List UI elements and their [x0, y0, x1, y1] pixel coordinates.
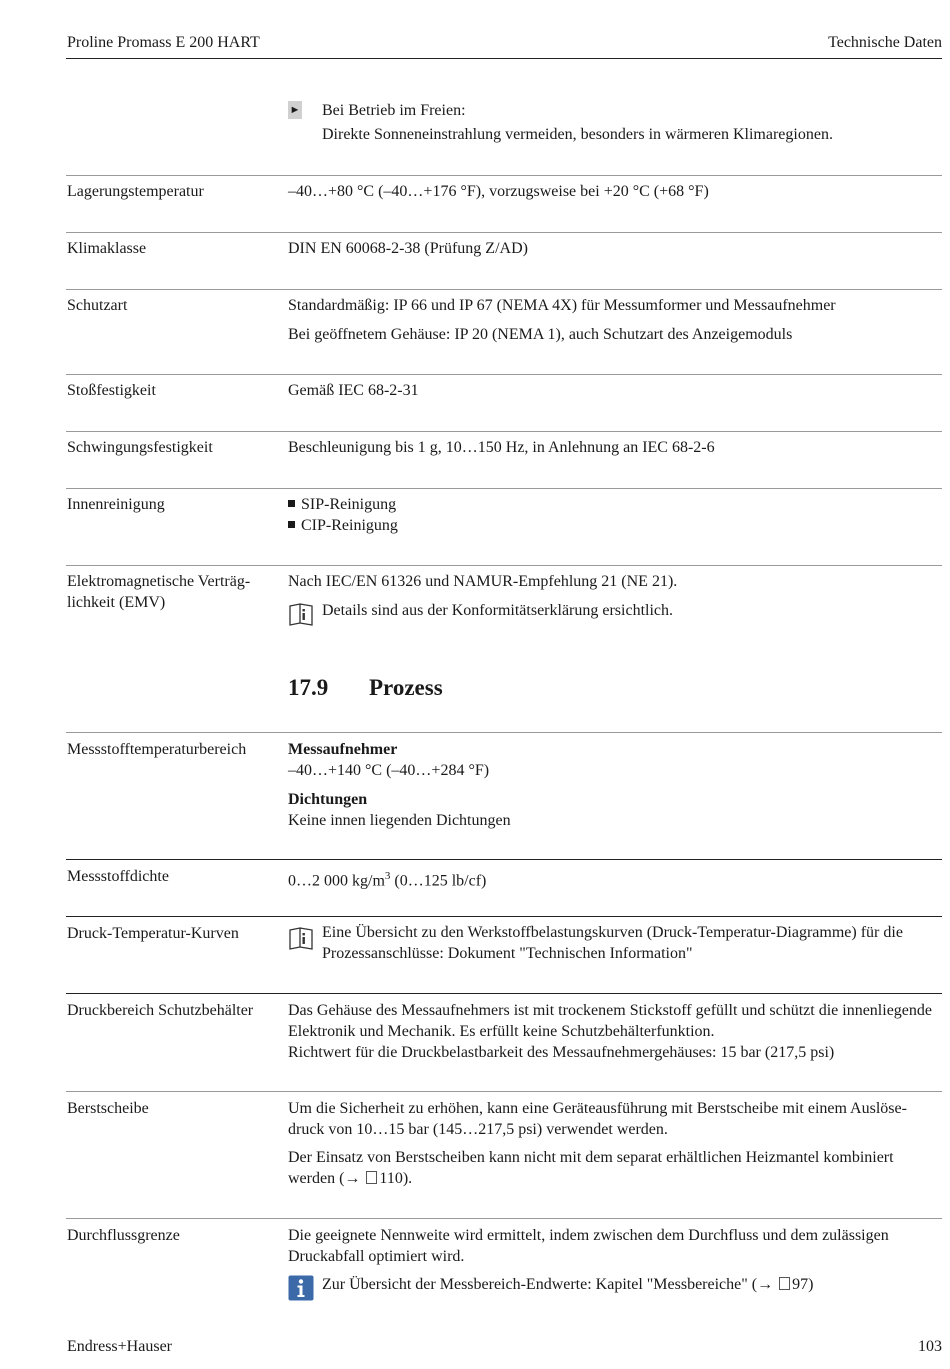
info-icon [288, 1275, 314, 1301]
row-divider [66, 859, 942, 860]
label-stossfestigkeit: Stoßfestigkeit [67, 382, 156, 399]
label-schutzart: Schutzart [67, 297, 128, 314]
berst-line2: druck von 10…15 bar (145…217,5 psi) verwendet werden. [288, 1121, 668, 1138]
value-messstoffdichte [288, 866, 942, 891]
density-imperial: (0…125 lb/cf) [390, 872, 487, 890]
list-item-text: SIP-Reinigung [301, 496, 397, 513]
arrow-marker-icon: ► [288, 101, 302, 119]
section-title: Prozess [369, 675, 443, 700]
page-ref-icon [366, 1171, 377, 1184]
section-number: 17.9 [288, 675, 329, 700]
value-schwingungsfestigkeit: Beschleunigung bis 1 g, 10…150 Hz, in Anlehnung an IEC 68-2-6 [288, 439, 715, 456]
label-emv-line1: Elektromagnetische Verträg- [67, 573, 251, 590]
label-klimaklasse: Klimaklasse [67, 240, 147, 257]
page-number: 103 [918, 1338, 942, 1355]
value-schutzart-standard: Standardmäßig: IP 66 und IP 67 (NEMA 4X) für Messumformer und Messaufnehmer [288, 297, 836, 314]
label-druckbereich-schutzbehaelter: Druckbereich Schutzbehälter [67, 1002, 254, 1019]
header-rule [66, 58, 942, 59]
value-klimaklasse: DIN EN 60068-2-38 (Prüfung Z/AD) [288, 240, 528, 257]
row-divider [66, 488, 942, 489]
label-lagerungstemperatur: Lagerungstemperatur [67, 183, 204, 200]
row-divider [66, 916, 942, 917]
berst-ref-suffix: ). [402, 1170, 413, 1187]
schutzbeh-line2: Elektronik und Mechanik. Es erfüllt keine Schutzbehälterfunktion. [288, 1023, 715, 1040]
row-divider [66, 289, 942, 290]
footer-brand: Endress+Hauser [67, 1338, 172, 1355]
durchfluss-line1: Die geeignete Nennweite wird ermittelt, indem zwischen dem Durchfluss und dem zulässigen [288, 1227, 889, 1244]
note-emv: Details sind aus der Konformitätserklärung ersichtlich. [322, 602, 674, 619]
list-item [288, 515, 942, 536]
note-outdoor-line1: Bei Betrieb im Freien: [322, 102, 466, 119]
row-divider [66, 175, 942, 176]
bullet-icon [288, 500, 295, 507]
book-info-icon [288, 602, 314, 626]
density-exponent: 3 [384, 870, 391, 882]
kurven-line1: Eine Übersicht zu den Werkstoffbelastungskurven (Druck-Temperatur-Diagramme) für die [322, 924, 903, 941]
value-emv: Nach IEC/EN 61326 und NAMUR-Empfehlung 21 (NE 21). [288, 573, 678, 590]
label-druck-temperatur-kurven: Druck-Temperatur-Kurven [67, 925, 239, 942]
schutzbeh-line1: Das Gehäuse des Messaufnehmers ist mit trockenem Stickstoff gefüllt und schützt die innenliegende [288, 1002, 932, 1019]
row-divider [66, 374, 942, 375]
label-durchflussgrenze: Durchflussgrenze [67, 1227, 180, 1244]
header-section: Technische Daten [828, 34, 942, 51]
row-divider [66, 993, 942, 994]
value-dichtungen: Keine innen liegenden Dichtungen [288, 812, 511, 829]
row-divider [66, 1091, 942, 1092]
page-ref-link[interactable]: 110 [379, 1170, 403, 1187]
schutzbeh-line3: Richtwert für die Druckbelastbarkeit des Messaufnehmergehäuses: 15 bar (217,5 psi) [288, 1044, 835, 1061]
berst-line1: Um die Sicherheit zu erhöhen, kann eine Geräteausführung mit Berstscheibe mit einem Auslöse- [288, 1100, 907, 1117]
density-value: 0…2 000 kg/m [288, 872, 385, 890]
label-emv-line2: lichkeit (EMV) [67, 594, 166, 611]
value-schutzart-open: Bei geöffnetem Gehäuse: IP 20 (NEMA 1), auch Schutzart des Anzeigemoduls [288, 326, 793, 343]
heading-dichtungen: Dichtungen [288, 791, 368, 808]
value-lagerungstemperatur: –40…+80 °C (–40…+176 °F), vorzugsweise bei +20 °C (+68 °F) [288, 183, 709, 200]
berst-line4 [288, 1168, 942, 1189]
header-title: Proline Promass E 200 HART [67, 34, 260, 51]
durchfluss-note-text: Zur Übersicht der Messbereich-Endwerte: Kapitel "Messbereiche" (→ [322, 1276, 778, 1293]
page-ref-icon [779, 1277, 790, 1290]
berst-line3: Der Einsatz von Berstscheiben kann nicht mit dem separat erhältlichen Heizmantel kombiniert [288, 1149, 894, 1166]
label-berstscheibe: Berstscheibe [67, 1100, 149, 1117]
berst-ref-prefix: werden (→ [288, 1170, 365, 1187]
row-divider [66, 1218, 942, 1219]
value-messaufnehmer: –40…+140 °C (–40…+284 °F) [288, 762, 490, 779]
durchfluss-note [322, 1274, 942, 1295]
bullet-icon [288, 521, 295, 528]
book-info-icon [288, 926, 314, 950]
page-ref-link[interactable]: 97 [792, 1276, 809, 1293]
value-stossfestigkeit: Gemäß IEC 68-2-31 [288, 382, 419, 399]
label-schwingungsfestigkeit: Schwingungsfestigkeit [67, 439, 213, 456]
kurven-line2: Prozessanschlüsse: Dokument "Technischen Information" [322, 945, 693, 962]
list-item-text: CIP-Reinigung [301, 517, 398, 534]
row-divider [66, 232, 942, 233]
durchfluss-line2: Druckabfall optimiert wird. [288, 1248, 465, 1265]
durchfluss-note-suffix: ) [808, 1276, 814, 1293]
list-item [288, 494, 942, 515]
label-innenreinigung: Innenreinigung [67, 496, 165, 513]
label-messstoffdichte: Messstoffdichte [67, 868, 169, 885]
label-messstofftemperaturbereich: Messstofftemperaturbereich [67, 741, 247, 758]
row-divider [66, 732, 942, 733]
row-divider [66, 431, 942, 432]
note-outdoor-line2: Direkte Sonneneinstrahlung vermeiden, besonders in wärmeren Klimaregionen. [322, 126, 833, 143]
heading-messaufnehmer: Messaufnehmer [288, 741, 398, 758]
row-divider [66, 565, 942, 566]
